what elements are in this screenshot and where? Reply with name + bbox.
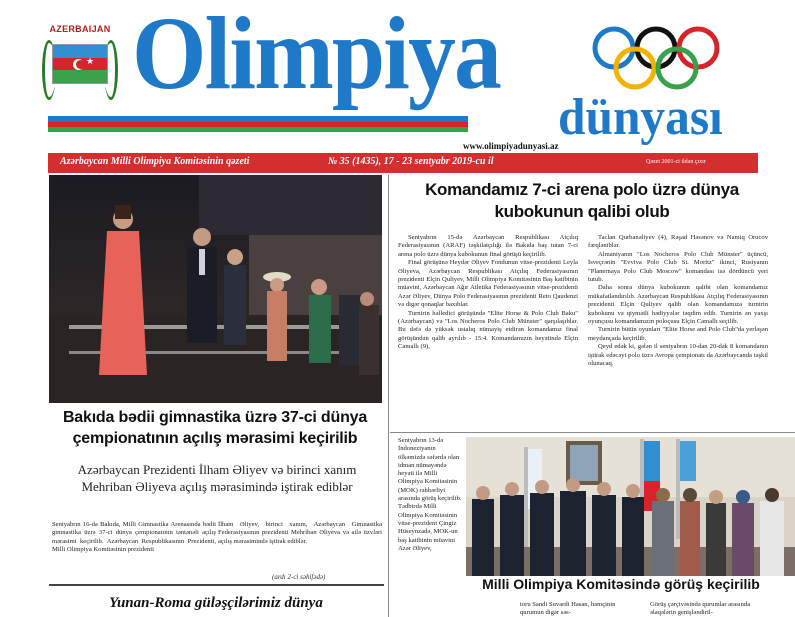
gymnastics-subheadline: Azərbaycan Prezidenti İlham Əliyev və birinci xanım Mehriban Əliyeva açılış mərasimində iştirak ediblər — [77, 462, 357, 494]
polo-headline[interactable]: Komandamız 7-ci arena polo üzrə dünya kubokunun qalibi olub — [425, 180, 739, 221]
emblem-text: AZERBAIJAN — [49, 24, 111, 34]
meeting-body-narrow: Sentyabrın 13-də İndoneziyanın ölkəmizdə səfərdə olan idman nümayəndə heyəti ilə Milli Olimpiya Komitəsinin (MOK) rəhbərliyi arasında görüş keçirilib. Tədbirdə Milli Olimpiya Komitəsinin vitse-prezident Çingiz Hüseynzadə, MOK-un baş katibinin müavini Azər Əliyev, — [398, 437, 462, 552]
tricolor-band — [48, 116, 468, 138]
paragraph: Sentyabrın 15-də Azərbaycan Respublikası Atçılıq Federasiyasının (ARAF) təşkilatçılığı ilə Bakıda baş tutan 7-ci arena polo üzrə dünya kubokunun final görüşü keçirilib. — [398, 234, 578, 258]
column-rule — [388, 175, 389, 617]
olympic-rings-icon — [590, 26, 760, 96]
paragraph: Qeyd edək ki, gələn il sentyabrın 10-dan 20-dək 8 komandanın iştirak edəcəyi polo üzrə Avropa çempionatı da Azərbaycanda təşkil olunacaq. — [588, 343, 768, 368]
tagline: Azərbaycan Milli Olimpiya Komitəsinin qəzeti — [60, 156, 250, 167]
section-divider — [49, 584, 384, 586]
gymnastics-body-col1: Sentyabrın 16-da Bakıda, Milli Gimnastika Arenasında bədii gimnastika üzrə 37-ci dünya çempionatının təntənəli açılış mərasimi keçirilib. Azərbaycan Respublikasının Prezidenti, Milli Olimpiya Komitəsinin prezidenti — [52, 521, 216, 554]
issue-number: № 35 (1435), 17 - 23 sentyabr 2019-cu il — [328, 156, 494, 167]
polo-body-col1 — [398, 234, 578, 352]
paragraph: Turnirin bütün oyunları "Elite Horse and Polo Club"da yerləşən meydançada keçirilib. — [588, 326, 768, 342]
gymnastics-body-col2: İlham Əliyev, birinci xanım, Azərbaycan Gimnastika Federasiyasının prezidenti Mehriban Əliyeva və ailə üzvləri açılış mərasimində iştirak ediblər. — [218, 521, 382, 545]
paragraph: Turnirin həlledici görüşündə "Elite Horse & Polo Club Baku" (Azərbaycan) və "Los Nocheros Polo Club Münster" qarşılaşıblar. Bu dəfə də yüksək ustalıq nümayiş etdirən komandamız final görüşündən qalib ayrılıb - 15:4. Komandamızın heyətində Elçin Camallı (9), — [398, 309, 578, 351]
nok-emblem-icon — [44, 24, 116, 106]
continued-note[interactable]: (ardı 2-ci səhifədə) — [272, 573, 326, 581]
paragraph: Daha sonra dünya kubokunun qalibi olan komandamız mükafatlandırılıb. Azərbaycan Respublikası Atçılıq Federasiyasının prezidenti Elçin Quliyev qalib olan komandamıza turnirin kubokunu və qiymətli hədiyyələr təqdim edib. Turnirin ən yaxşı oyunçusu komandamızın polоçusu Elçin Camallı seçilib. — [588, 284, 768, 326]
website-link[interactable]: www.olimpiyadunyasi.az — [463, 141, 559, 151]
azerbaijan-flag-icon: ★ — [52, 44, 108, 84]
newspaper-title: Olimpiya — [132, 0, 501, 111]
paragraph: Almaniyanın "Los Nocheros Polo Club Münster" üçüncü, İsveçrənin "Evviva Polo Club St. Moritz" ikinci, Rusiyanın "Planernaya Polo Club Moscow" komandası isə dördüncü yeri tutub. — [588, 250, 768, 284]
meeting-photo — [466, 437, 795, 576]
paragraph: Final görüşünə Heydər Əliyev Fondunun vitse-prezidenti Leyla Əliyeva, Azərbaycan Respublikası Atçılıq Federasiyasının prezidenti Elçin Quliyev, Milli Olimpiya Komitəsinin Baş katibinin müavini, Azərbaycan Ağır Atletika Federasiyasının vitse-prezidenti Azər Əliyev, Dünya Polo Federasiyasının prezidenti Reto Qaudenzi və digər qonaqlar baxıblar. — [398, 259, 578, 309]
meeting-headline[interactable]: Milli Olimpiya Komitəsində görüş keçirilib — [482, 576, 760, 592]
section-divider — [390, 432, 795, 433]
since-note: Qəzet 2001-ci ildən çıxır — [646, 159, 706, 165]
wrestling-headline[interactable]: Yunan-Roma güləşçilərimiz dünya — [109, 595, 323, 611]
meeting-body-col1: toru Sandi Suvardi Hasan, həmçinin qurumun digər səs- — [520, 601, 616, 617]
polo-body-col2 — [588, 234, 768, 369]
newspaper-subtitle: dünyası — [558, 89, 723, 146]
masthead — [0, 0, 795, 170]
ceremony-photo — [49, 175, 382, 403]
paragraph: Taclan Qurbanəliyev (4), Rəşad Həsənov və Namiq Orucov fərqləniblər. — [588, 234, 768, 250]
meeting-body-col2: Görüş çərçivəsində qurumlar arasında əlaqələrin genişləndiril- — [650, 601, 751, 617]
gymnastics-headline[interactable]: Bakıda bədii gimnastika üzrə 37-ci dünya çempionatının açılış mərasimi keçirilib — [62, 409, 368, 447]
issue-bar — [48, 153, 758, 173]
